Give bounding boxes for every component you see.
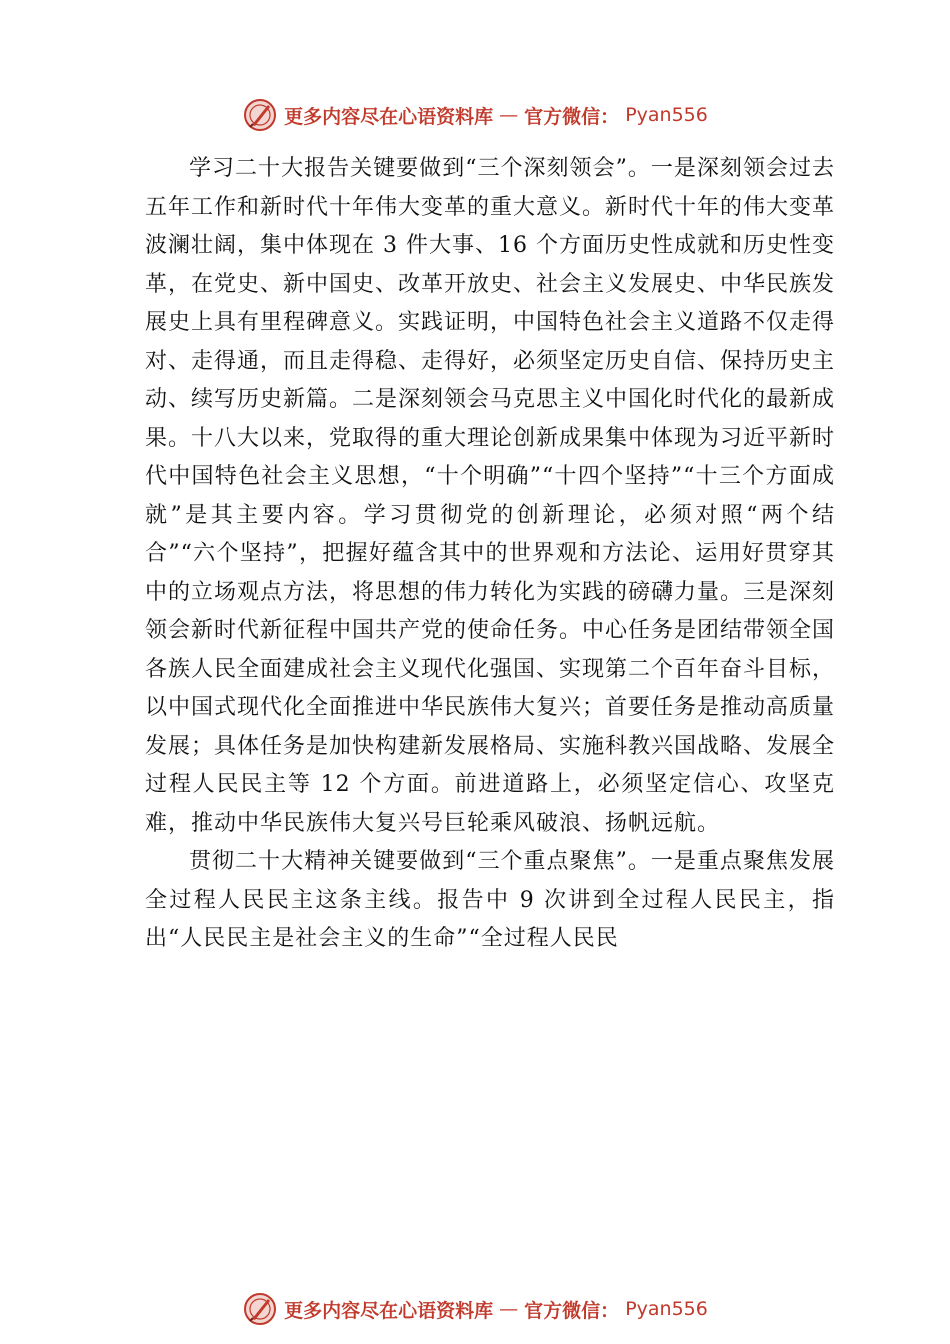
footer-separator: — [499, 1298, 519, 1320]
paragraph-2: 贯彻二十大精神关键要做到“三个重点聚焦”。一是重点聚焦发展全过程人民民主这条主线。报告中 9 次讲到全过程人民民主，指出“人民民主是社会主义的生命”“全过程人民民 [145, 849, 835, 951]
document-body [145, 150, 835, 959]
quill-seal-icon [242, 1291, 278, 1327]
quill-seal-icon [242, 97, 278, 133]
header-wechat-label: 官方微信： [524, 105, 620, 128]
paragraph-1: 学习二十大报告关键要做到“三个深刻领会”。一是深刻领会过去五年工作和新时代十年伟大变革的重大意义。新时代十年的伟大变革波澜壮阔，集中体现在 3 件大事、16 个方面历史性成就和历史性变革，在党史、新中国史、改革开放史、社会主义发展史、中华民族发展史上具有里程碑意义。实践证明，中国特色社会主义道路不仅走得对、走得通，而且走得稳、走得好，必须坚定历史自信、保持历史主动、续写历史新篇。二是深刻领会马克思主义中国化时代化的最新成果。十八大以来，党取得的重大理论创新成果集中体现为习近平新时代中国特色社会主义思想，“十个明确”“十四个坚持”“十三个方面成就”是其主要内容。学习贯彻党的创新理论，必须对照“两个结合”“六个坚持”，把握好蕴含其中的世界观和方法论、运用好贯穿其中的立场观点方法，将思想的伟力转化为实践的磅礴力量。三是深刻领会新时代新征程中国共产党的使命任务。中心任务是团结带领全国各族人民全面建成社会主义现代化强国、实现第二个百年奋斗目标，以中国式现代化全面推进中华民族伟大复兴；首要任务是推动高质量发展；具体任务是加快构建新发展格局、实施科教兴国战略、发展全过程人民民主等 12 个方面。前进道路上，必须坚定信心、攻坚克难，推动中华民族伟大复兴号巨轮乘风破浪、扬帆远航。 [145, 156, 836, 836]
footer-brand-text: 更多内容尽在心语资料库 [284, 1299, 494, 1322]
header-brand-text: 更多内容尽在心语资料库 [284, 105, 494, 128]
footer-wechat-label: 官方微信： [524, 1299, 620, 1322]
header-separator: — [499, 104, 519, 126]
footer-wechat-id: Pyan556 [625, 1298, 708, 1320]
header-banner [0, 95, 950, 135]
footer-banner [0, 1289, 950, 1329]
header-wechat-id: Pyan556 [625, 104, 708, 126]
